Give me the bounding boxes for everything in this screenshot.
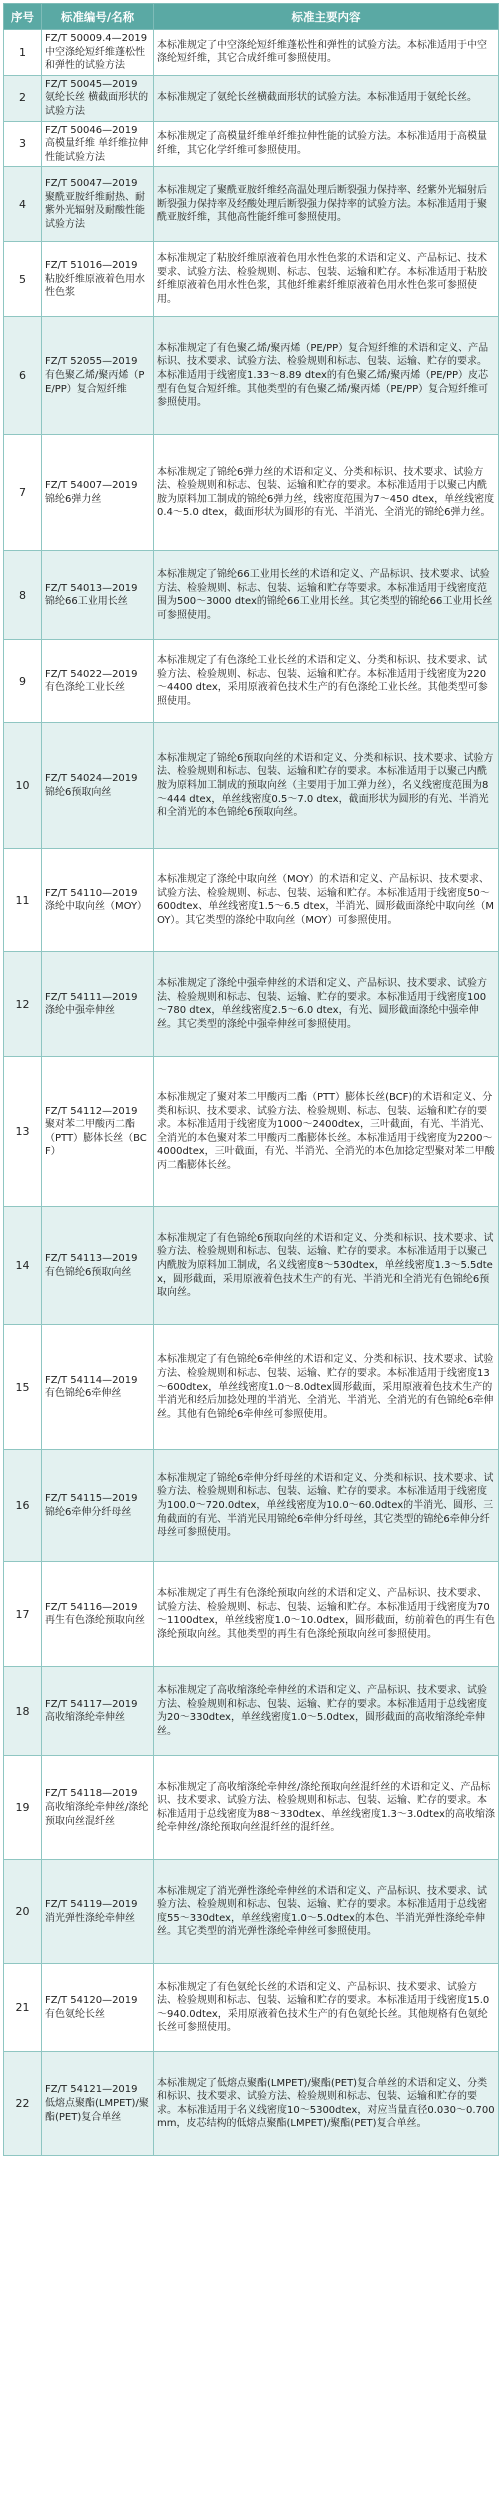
standard-name: FZ/T 54116—2019 再生有色涤纶预取向丝 [42,1562,154,1667]
table-row [4,1207,499,1325]
standard-content: 本标准规定了有色锦纶6预取向丝的术语和定义、分类和标识、技术要求、试验方法、检验规则和标志、包装、运输、贮存的要求。本标准适用于以聚己内酰胺为原料加工制成，名义线密度8～530dtex，单丝线密度1.3～5.5dtex，圆形截面，采用原液着色技术生产的有光、半消光和全消光有色锦纶6预取向丝。 [154,1207,499,1325]
table-row [4,551,499,640]
standard-content: 本标准规定了氨纶长丝横截面形状的试验方法。本标准适用于氨纶长丝。 [154,75,499,121]
row-number: 14 [4,1207,42,1325]
standard-name: FZ/T 54117—2019 高收缩涤纶牵伸丝 [42,1667,154,1756]
standard-name: FZ/T 54120—2019 有色氨纶长丝 [42,1964,154,2052]
standard-name: FZ/T 50047—2019 聚酰亚胺纤维耐热、耐紫外光辐射及耐酸性能试验方法 [42,167,154,242]
standard-name: FZ/T 54110—2019 涤纶中取向丝（MOY） [42,849,154,952]
table-row [4,849,499,952]
standard-content: 本标准规定了锦纶6弹力丝的术语和定义、分类和标识、技术要求、试验方法、检验规则和标志、包装、运输和贮存的要求。本标准适用于以聚己内酰胺为原料加工制成的锦纶6弹力丝，线密度范围为7～450 dtex，单丝线密度0.4～5.0 dtex，截面形状为圆形的有光、半消光、全消光的锦纶6弹力丝。 [154,435,499,551]
standard-content: 本标准规定了有色锦纶6牵伸丝的术语和定义、分类和标识、技术要求、试验方法、检验规则和标志、包装、运输、贮存的要求。本标准适用于线密度13～600dtex，单丝线密度1.0～8.0dtex圆形截面，采用原液着色技术生产的半消光和经后加捻处理的半消光、全消光、半消光、全消光的有色锦纶6牵伸丝。其他有色锦纶6牵伸丝可参照使用。 [154,1325,499,1450]
table-row [4,640,499,723]
table-body [4,30,499,2156]
standards-table-wrapper [3,3,498,2156]
standard-content: 本标准规定了粘胶纤维原液着色用水性色浆的术语和定义、产品标记、技术要求、试验方法、检验规则、标志、包装、运输和贮存。本标准适用于粘胶纤维原液着色用水性色浆，其他纤维素纤维原液着色用水性色浆可参照使用。 [154,242,499,317]
table-row [4,242,499,317]
standard-name: FZ/T 54113—2019 有色锦纶6预取向丝 [42,1207,154,1325]
standard-content: 本标准规定了锦纶6牵伸分纤母丝的术语和定义、分类和标识、技术要求、试验方法、检验规则和标志、包装、运输、贮存的要求。本标准适用于线密度为100.0～720.0dtex，单丝线密度为10.0～60.0dtex的半消光、圆形、三角截面的有光、半消光民用锦纶6牵伸分纤母丝，其它类型的锦纶6牵伸分纤母丝可参照使用。 [154,1450,499,1562]
table-row [4,75,499,121]
standard-content: 本标准规定了涤纶中强牵伸丝的术语和定义、产品标识、技术要求、试验方法、检验规则和标志、包装、运输、贮存的要求。本标准适用于线密度100～780 dtex，单丝线密度2.5～6.0 dtex，有光、圆形截面涤纶中强牵伸丝。其它类型的涤纶中强牵伸丝可参照使用。 [154,952,499,1057]
table-row [4,1562,499,1667]
standards-table [3,3,499,2156]
standard-name: FZ/T 54118—2019 高收缩涤纶牵伸丝/涤纶预取向丝混纤丝 [42,1756,154,1860]
standard-name: FZ/T 54022—2019 有色涤纶工业长丝 [42,640,154,723]
row-number: 2 [4,75,42,121]
standard-content: 本标准规定了锦纶66工业用长丝的术语和定义、产品标识、技术要求、试验方法、检验规则、标志、包装、运输和贮存等要求。本标准适用于线密度范围为500～3000 dtex的锦纶66工业用长丝。其它类型的锦纶66工业用长丝可参照使用。 [154,551,499,640]
table-row [4,2052,499,2156]
table-row [4,1667,499,1756]
standard-name: FZ/T 54115—2019 锦纶6牵伸分纤母丝 [42,1450,154,1562]
standard-name: FZ/T 50046—2019 高模量纤维 单纤维拉伸性能试验方法 [42,121,154,167]
standard-content: 本标准规定了有色聚乙烯/聚丙烯（PE/PP）复合短纤维的术语和定义、产品标识、技术要求、试验方法、检验规则和标志、包装、运输、贮存的要求。本标准适用于线密度1.33～8.89 dtex的有色聚乙烯/聚丙烯（PE/PP）皮芯型有色复合短纤维。其他类型的有色聚乙烯/聚丙烯（PE/PP）复合短纤维可参照使用。 [154,317,499,435]
standard-name: FZ/T 54111—2019 涤纶中强牵伸丝 [42,952,154,1057]
row-number: 5 [4,242,42,317]
standard-content: 本标准规定了有色氨纶长丝的术语和定义、产品标识、技术要求、试验方法、检验规则和标志、包装、运输和贮存的要求。本标准适用于线密度15.0～940.0dtex，采用原液着色技术生产的有色氨纶长丝。其他规格有色氨纶长丝可参照使用。 [154,1964,499,2052]
standard-name: FZ/T 54119—2019 消光弹性涤纶牵伸丝 [42,1860,154,1964]
standard-name: FZ/T 54007—2019 锦纶6弹力丝 [42,435,154,551]
standard-content: 本标准规定了高模量纤维单纤维拉伸性能的试验方法。本标准适用于高模量纤维，其它化学纤维可参照使用。 [154,121,499,167]
row-number: 1 [4,30,42,76]
header-row [4,4,499,30]
row-number: 19 [4,1756,42,1860]
table-row [4,30,499,76]
standard-content: 本标准规定了有色涤纶工业长丝的术语和定义、分类和标识、技术要求、试验方法、检验规则、标志、包装、运输和贮存。本标准适用于线密度为220～4400 dtex，采用原液着色技术生产的有色涤纶工业长丝。其他类型可参照使用。 [154,640,499,723]
row-number: 10 [4,723,42,849]
table-row [4,1450,499,1562]
row-number: 16 [4,1450,42,1562]
table-row [4,1860,499,1964]
row-number: 13 [4,1057,42,1207]
row-number: 8 [4,551,42,640]
table-row [4,435,499,551]
table-row [4,1756,499,1860]
standard-name: FZ/T 51016—2019 粘胶纤维原液着色用水性色浆 [42,242,154,317]
header-standard-number-name: 标准编号/名称 [42,4,154,30]
standard-name: FZ/T 54114—2019 有色锦纶6牵伸丝 [42,1325,154,1450]
standard-content: 本标准规定了聚对苯二甲酸丙二酯（PTT）膨体长丝(BCF)的术语和定义、分类和标识、技术要求、试验方法、检验规则、标志、包装、运输和贮存的要求。本标准适用于线密度为1000～2400dtex，三叶截面，有光、半消光、全消光的本色聚对苯二甲酸丙二酯膨体长丝。本标准适用于线密度为2200～4000dtex，三叶截面，有光、半消光、全消光的本色加捻定型聚对苯二甲酸丙二酯膨体长丝。 [154,1057,499,1207]
standard-content: 本标准规定了高收缩涤纶牵伸丝/涤纶预取向丝混纤丝的术语和定义、产品标识、技术要求、试验方法、检验规则和标志、包装、运输、贮存的要求。本标准适用于总线密度为88～330dtex、单丝线密度1.3～3.0dtex的高收缩涤纶牵伸丝/涤纶预取向丝混纤丝的混纤丝。 [154,1756,499,1860]
standard-name: FZ/T 54121—2019 低熔点聚酯(LMPET)/聚酯(PET)复合单丝 [42,2052,154,2156]
row-number: 18 [4,1667,42,1756]
row-number: 20 [4,1860,42,1964]
standard-name: FZ/T 54024—2019 锦纶6预取向丝 [42,723,154,849]
standard-content: 本标准规定了再生有色涤纶预取向丝的术语和定义、产品标识、技术要求、试验方法、检验规则、标志、包装、运输和贮存。本标准适用于线密度为70～1100dtex，单丝线密度1.0～10.0dtex，圆形截面，纺前着色的再生有色涤纶预取向丝。其他类型的再生有色涤纶预取向丝可参照使用。 [154,1562,499,1667]
standard-content: 本标准规定了涤纶中取向丝（MOY）的术语和定义、产品标识、技术要求、试验方法、检验规则、标志、包装、运输和贮存。本标准适用于线密度50～600dtex、单丝线密度1.5～6.5 dtex，半消光、圆形截面涤纶中取向丝（MOY）。其它类型的涤纶中取向丝（MOY）可参照使用。 [154,849,499,952]
table-row [4,1057,499,1207]
row-number: 17 [4,1562,42,1667]
standard-name: FZ/T 54013—2019 锦纶66工业用长丝 [42,551,154,640]
standard-name: FZ/T 54112—2019 聚对苯二甲酸丙二酯（PTT）膨体长丝（BCF） [42,1057,154,1207]
row-number: 22 [4,2052,42,2156]
row-number: 21 [4,1964,42,2052]
standard-content: 本标准规定了聚酰亚胺纤维经高温处理后断裂强力保持率、经紫外光辐射后断裂强力保持率及经酸处理后断裂强力保持率的试验方法。本标准适用于聚酰亚胺纤维，其他高性能纤维可参照使用。 [154,167,499,242]
standard-content: 本标准规定了低熔点聚酯(LMPET)/聚酯(PET)复合单丝的术语和定义、分类和标识、技术要求、试验方法、检验规则和标志、包装、运输和贮存的要求。本标准适用于名义线密度10～5300dtex，对应当量直径0.030～0.700mm，皮芯结构的低熔点聚酯(LMPET)/聚酯(PET)复合单丝。 [154,2052,499,2156]
row-number: 4 [4,167,42,242]
row-number: 7 [4,435,42,551]
table-row [4,317,499,435]
row-number: 15 [4,1325,42,1450]
standard-name: FZ/T 52055—2019 有色聚乙烯/聚丙烯（PE/PP）复合短纤维 [42,317,154,435]
table-row [4,952,499,1057]
table-row [4,723,499,849]
standard-content: 本标准规定了高收缩涤纶牵伸丝的术语和定义、产品标识、技术要求、试验方法、检验规则和标志、包装、运输、贮存的要求。本标准适用于总线密度为20～330dtex，单丝线密度1.0～5.0dtex，圆形截面的高收缩涤纶牵伸丝。 [154,1667,499,1756]
table-row [4,1964,499,2052]
table-row [4,1325,499,1450]
standard-name: FZ/T 50045—2019 氨纶长丝 横截面形状的试验方法 [42,75,154,121]
standard-name: FZ/T 50009.4—2019 中空涤纶短纤维蓬松性和弹性的试验方法 [42,30,154,76]
row-number: 3 [4,121,42,167]
standard-content: 本标准规定了锦纶6预取向丝的术语和定义、分类和标识、技术要求、试验方法、检验规则和标志、包装、运输和贮存的要求。本标准适用于以聚己内酰胺为原料加工制成的预取向丝（主要用于加工弹力丝），名义线密度范围为8～444 dtex，单丝线密度0.5～7.0 dtex，截面形状为圆形的有光、半消光和全消光的本色锦纶6预取向丝。 [154,723,499,849]
table-header [4,4,499,30]
row-number: 12 [4,952,42,1057]
row-number: 9 [4,640,42,723]
standard-content: 本标准规定了中空涤纶短纤维蓬松性和弹性的试验方法。本标准适用于中空涤纶短纤维，其它合成纤维可参照使用。 [154,30,499,76]
row-number: 11 [4,849,42,952]
table-row [4,167,499,242]
table-row [4,121,499,167]
header-serial-number: 序号 [4,4,42,30]
standard-content: 本标准规定了消光弹性涤纶牵伸丝的术语和定义、产品标识、技术要求、试验方法、检验规则和标志、包装、运输、贮存的要求。本标准适用于总线密度55～330dtex，单丝线密度1.0～5.0dtex的本色、半消光弹性涤纶牵伸丝。其它类型的消光弹性涤纶牵伸丝可参照使用。 [154,1860,499,1964]
row-number: 6 [4,317,42,435]
header-main-content: 标准主要内容 [154,4,499,30]
